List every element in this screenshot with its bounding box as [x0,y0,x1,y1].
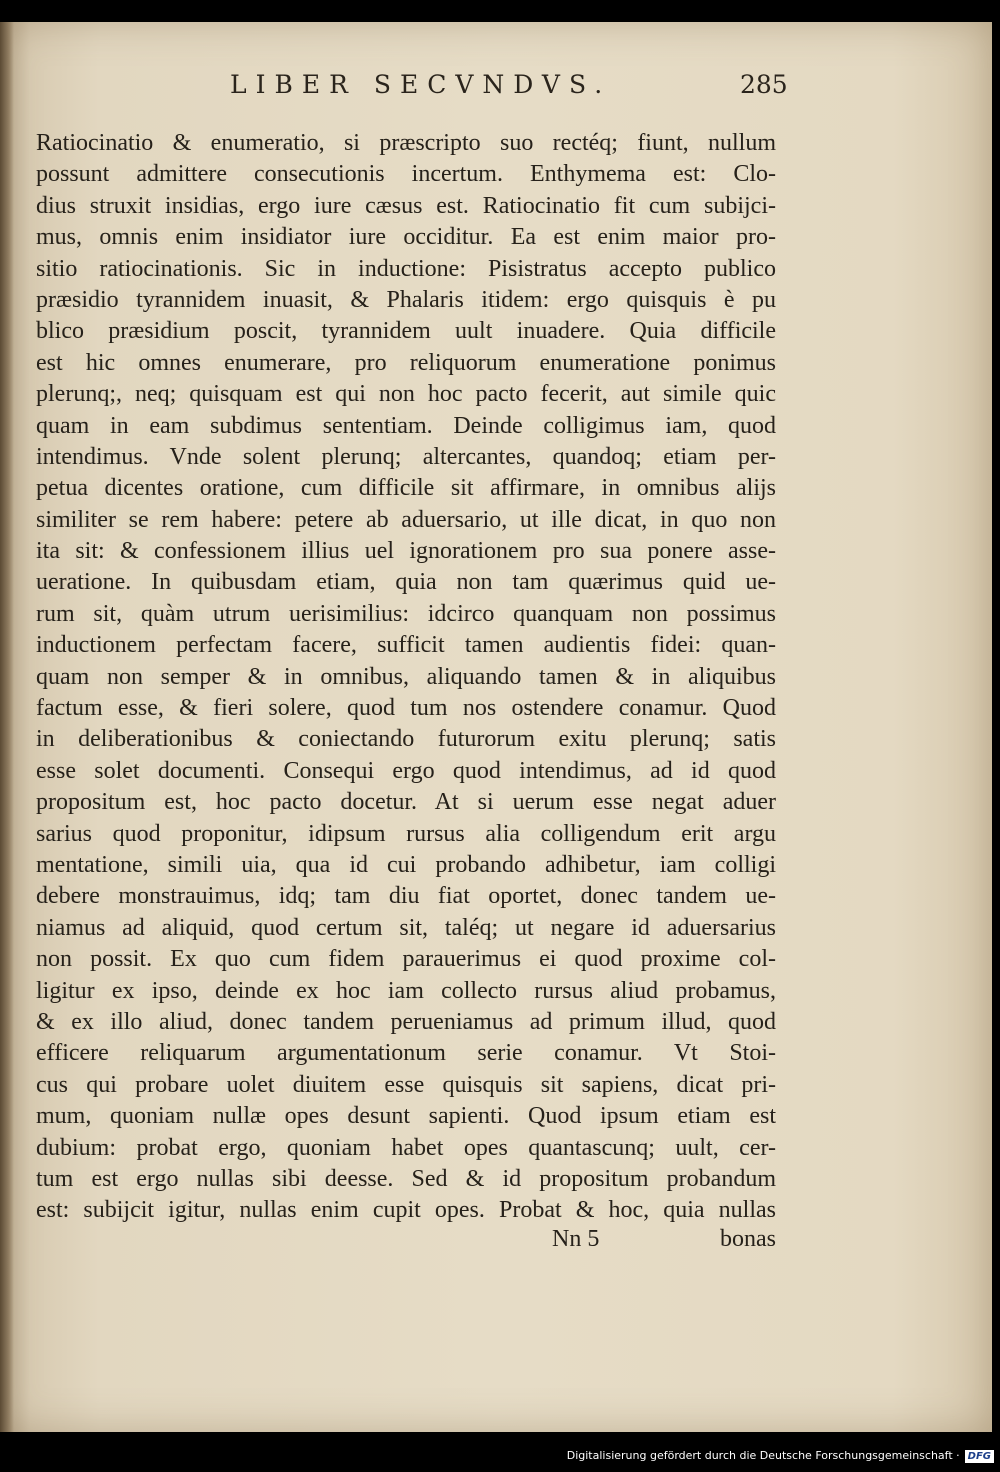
text-line: blico præsidium poscit, tyrannidem uult inuadere. Quia difficile [36,318,776,345]
text-line: debere monstrauimus, idq; tam diu fiat oportet, donec tandem ue- [36,883,776,910]
text-line: ueratione. In quibusdam etiam, quia non tam quærimus quid ue- [36,569,776,596]
dfg-logo: DFG [965,1450,994,1463]
text-line: plerunq;, neq; quisquam est qui non hoc pacto fecerit, aut simile quic [36,381,776,408]
text-line: sitio ratiocinationis. Sic in inductione: Pisistratus accepto publico [36,255,776,282]
text-line: est: subijcit igitur, nullas enim cupit opes. Probat & hoc, quia nullas [36,1197,776,1224]
body-text [36,128,776,1227]
catchline [552,1226,776,1260]
text-line: est hic omnes enumerare, pro reliquorum enumeratione ponimus [36,349,776,376]
text-line: & ex illo aliud, donec tandem perueniamus ad primum illud, quod [36,1008,776,1035]
signature-mark: Nn 5 [552,1226,600,1252]
text-line: dubium: probat ergo, quoniam habet opes quantascunq; uult, cer- [36,1134,776,1161]
text-line: Ratiocinatio & enumeratio, si præscripto suo rectéq; fiunt, nullum [36,130,776,156]
page-gutter-edge [0,22,14,1432]
running-title: LIBER SECVNDVS. [230,70,612,99]
text-line: præsidio tyrannidem inuasit, & Phalaris itidem: ergo quisquis è pu [36,286,776,313]
text-line: esse solet documenti. Consequi ergo quod intendimus, ad id quod [36,757,776,784]
text-line: mum, quoniam nullæ opes desunt sapienti. Quod ipsum etiam est [36,1103,776,1130]
text-line: ligitur ex ipso, deinde ex hoc iam collecto rursus aliud probamus, [36,977,776,1004]
page-number: 285 [740,70,788,99]
text-line: ita sit: & confessionem illius uel ignorationem pro sua ponere asse- [36,538,776,565]
digitization-credit [567,1444,994,1468]
text-line: sarius quod proponitur, idipsum rursus alia colligendum erit argu [36,820,776,847]
text-line: propositum est, hoc pacto docetur. At si uerum esse negat aduer [36,789,776,816]
text-line: niamus ad aliquid, quod certum sit, taléq; ut negare id aduersarius [36,914,776,941]
text-line: similiter se rem habere: petere ab aduersario, ut ille dicat, in quo non [36,506,776,533]
text-line: quam non semper & in omnibus, aliquando tamen & in aliquibus [36,663,776,690]
text-line: possunt admittere consecutionis incertum. Enthymema est: Clo- [36,161,776,188]
text-line: dius struxit insidias, ergo iure cæsus est. Ratiocinatio fit cum subijci- [36,192,776,219]
text-line: cus qui probare uolet diuitem esse quisquis sit sapiens, dicat pri- [36,1071,776,1098]
text-line: non possit. Ex quo cum fidem parauerimus ei quod proxime col- [36,946,776,973]
text-line: mentatione, simili uia, qua id cui probando adhibetur, iam colligi [36,851,776,878]
text-line: efficere reliquarum argumentationum serie conamur. Vt Stoi- [36,1040,776,1067]
running-head [0,70,992,110]
text-line: mus, omnis enim insidiator iure occiditur. Ea est enim maior pro- [36,224,776,251]
text-line: intendimus. Vnde solent plerunq; altercantes, quandoq; etiam per- [36,443,776,470]
text-line: factum esse, & fieri solere, quod tum nos ostendere conamur. Quod [36,695,776,722]
credit-text: Digitalisierung gefördert durch die Deutsche Forschungsgemeinschaft · [566,1449,960,1462]
text-line: rum sit, quàm utrum uerisimilius: idcirco quanquam non possimus [36,600,776,627]
text-line: tum est ergo nullas sibi deesse. Sed & id propositum probandum [36,1165,776,1192]
text-line: inductionem perfectam facere, sufficit tamen audientis fidei: quan- [36,632,776,659]
text-line: petua dicentes oratione, cum difficile sit affirmare, in omnibus alijs [36,475,776,502]
text-line: quam in eam subdimus sententiam. Deinde colligimus iam, quod [36,412,776,439]
catchword: bonas [720,1226,776,1252]
text-line: in deliberationibus & coniectando futurorum exitu plerunq; satis [36,726,776,753]
